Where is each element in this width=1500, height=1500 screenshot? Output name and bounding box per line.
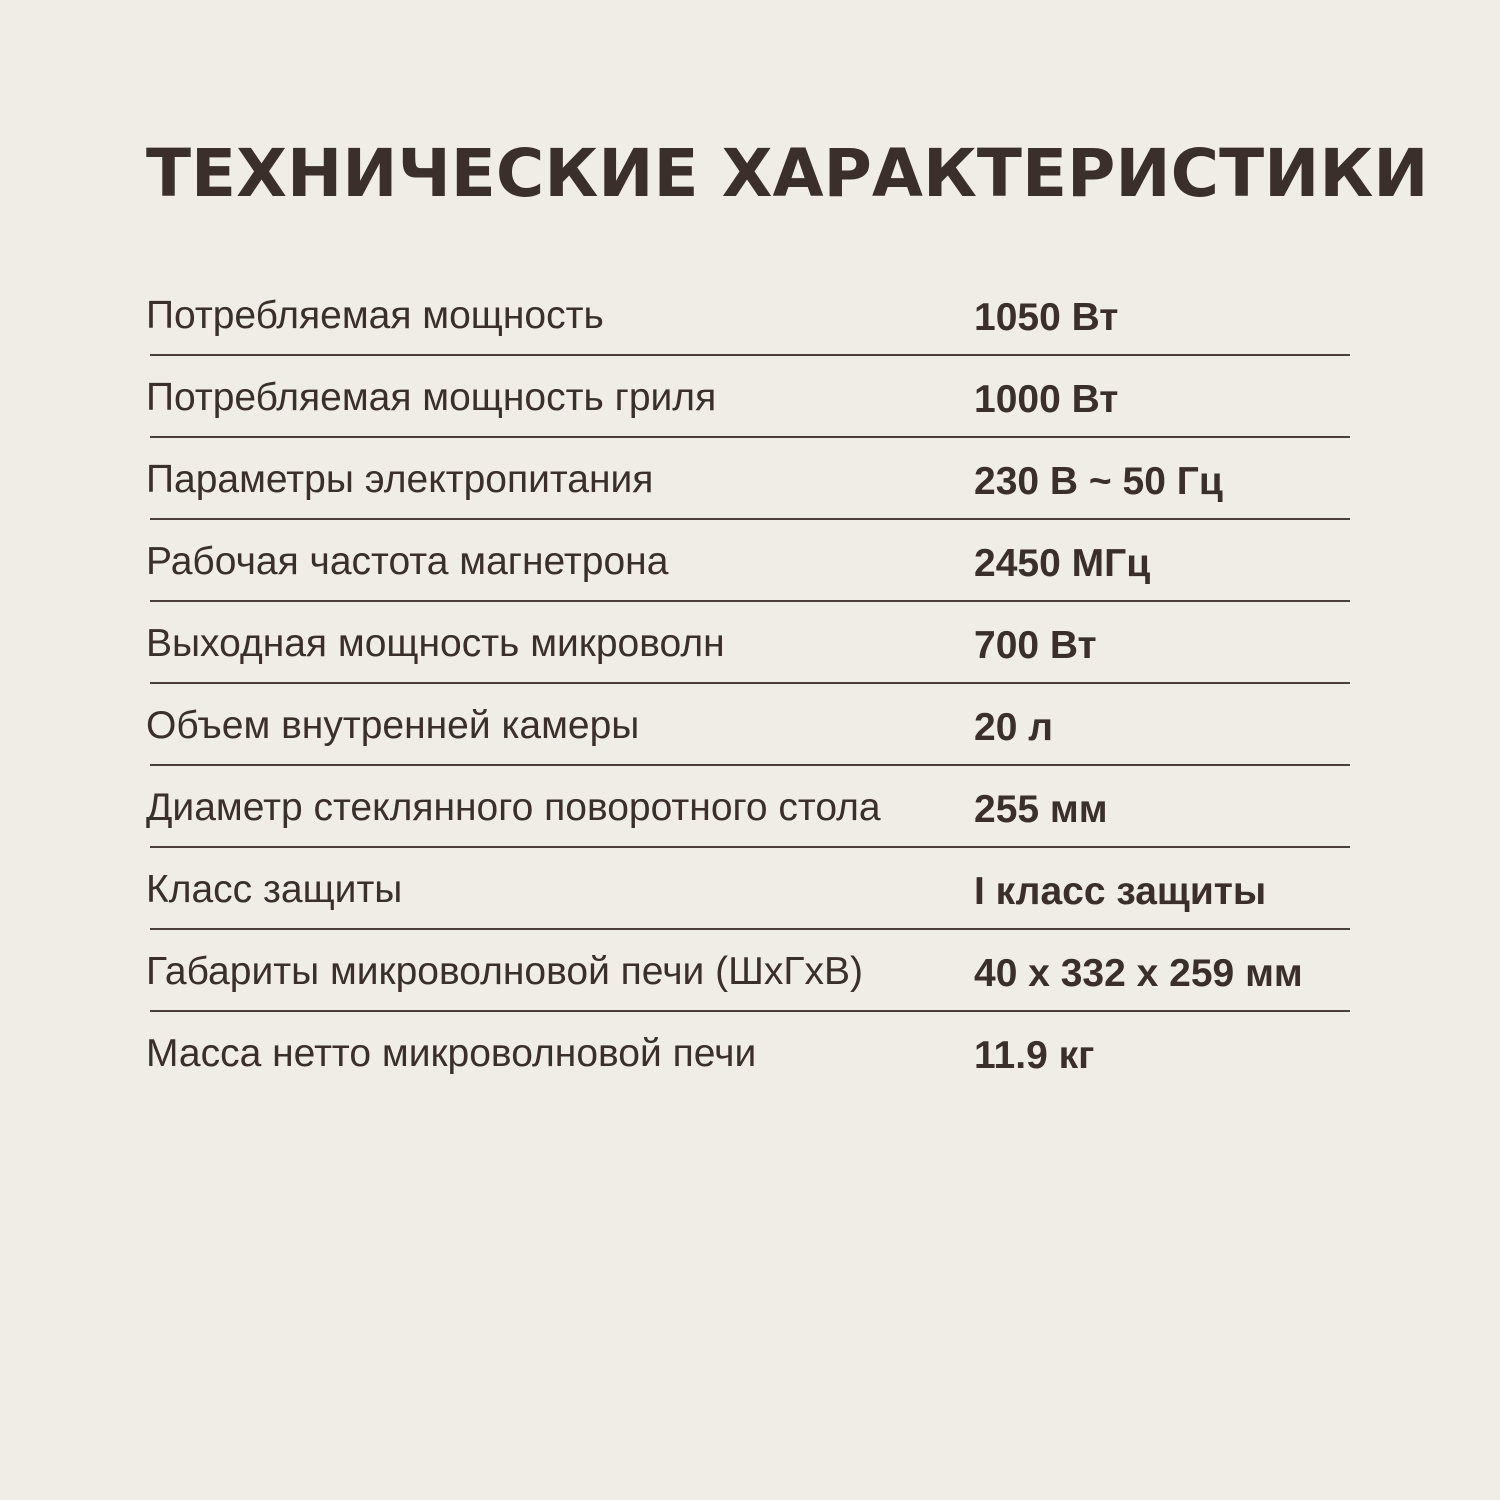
spec-row-dimensions bbox=[146, 930, 1350, 1012]
spec-row-grill-power bbox=[146, 356, 1350, 438]
spec-label: Масса нетто микроволновой печи bbox=[146, 1032, 757, 1075]
spec-row-microwave-output bbox=[146, 602, 1350, 684]
spec-value: 2450 МГц bbox=[974, 542, 1151, 585]
spec-label: Диаметр стеклянного поворотного стола bbox=[146, 786, 881, 829]
spec-value: 11.9 кг bbox=[974, 1034, 1095, 1077]
spec-value: 20 л bbox=[974, 706, 1053, 749]
spec-table bbox=[146, 274, 1350, 1094]
spec-value: I класс защиты bbox=[974, 870, 1267, 913]
spec-value: 40 х 332 х 259 мм bbox=[974, 952, 1303, 995]
spec-value: 700 Вт bbox=[974, 624, 1097, 667]
spec-row-magnetron-frequency bbox=[146, 520, 1350, 602]
spec-row-power-supply bbox=[146, 438, 1350, 520]
spec-row-power bbox=[146, 274, 1350, 356]
spec-label: Класс защиты bbox=[146, 868, 403, 911]
spec-label: Рабочая частота магнетрона bbox=[146, 540, 669, 583]
spec-value: 230 В ~ 50 Гц bbox=[974, 460, 1223, 503]
spec-row-protection-class bbox=[146, 848, 1350, 930]
spec-label: Потребляемая мощность bbox=[146, 294, 604, 337]
spec-value: 1050 Вт bbox=[974, 296, 1119, 339]
spec-label: Потребляемая мощность гриля bbox=[146, 376, 717, 419]
page-title: ТЕХНИЧЕСКИЕ ХАРАКТЕРИСТИКИ bbox=[146, 135, 1429, 212]
spec-label: Объем внутренней камеры bbox=[146, 704, 640, 747]
spec-value: 1000 Вт bbox=[974, 378, 1119, 421]
spec-row-net-weight bbox=[146, 1012, 1350, 1094]
spec-label: Параметры электропитания bbox=[146, 458, 654, 501]
spec-label: Выходная мощность микроволн bbox=[146, 622, 725, 665]
spec-label: Габариты микроволновой печи (ШхГхВ) bbox=[146, 950, 863, 993]
spec-row-turntable-diameter bbox=[146, 766, 1350, 848]
spec-row-chamber-volume bbox=[146, 684, 1350, 766]
spec-value: 255 мм bbox=[974, 788, 1108, 831]
